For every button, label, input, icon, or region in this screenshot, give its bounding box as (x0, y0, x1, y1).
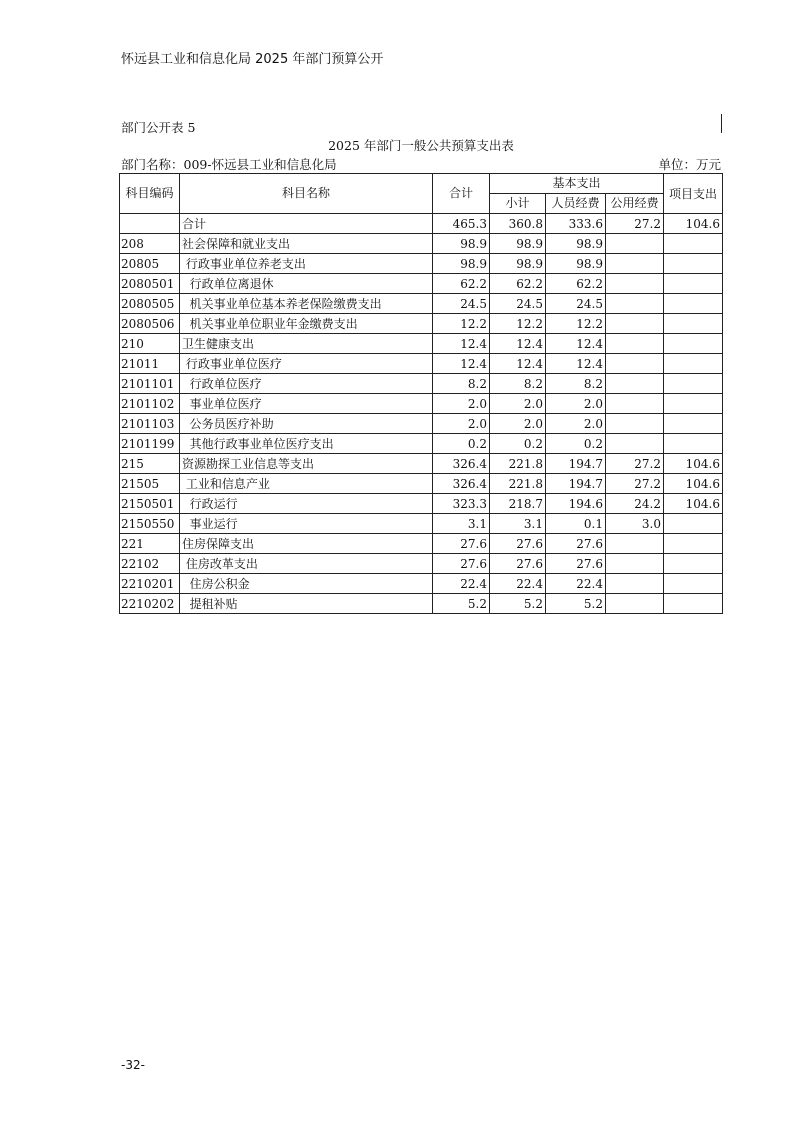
cell-code: 2150501 (120, 494, 180, 514)
cell-total: 2.0 (433, 394, 490, 414)
cell-name: 其他行政事业单位医疗支出 (180, 434, 433, 454)
cell-total: 27.6 (433, 554, 490, 574)
cell-subtotal: 2.0 (490, 414, 546, 434)
cell-code: 2080506 (120, 314, 180, 334)
table-row (120, 514, 723, 534)
cell-personnel: 22.4 (546, 574, 606, 594)
cell-project (664, 234, 723, 254)
cell-code: 2210202 (120, 594, 180, 614)
cell-name: 公务员医疗补助 (180, 414, 433, 434)
unit-label: 单位：万元 (658, 157, 721, 172)
cell-personnel: 98.9 (546, 254, 606, 274)
cell-public: 24.2 (606, 494, 664, 514)
cell-personnel: 27.6 (546, 554, 606, 574)
cell-name: 卫生健康支出 (180, 334, 433, 354)
cell-total: 27.6 (433, 534, 490, 554)
cell-public (606, 234, 664, 254)
cell-personnel: 27.6 (546, 534, 606, 554)
header-basic: 基本支出 (490, 174, 664, 194)
cell-subtotal: 27.6 (490, 534, 546, 554)
cell-code: 2101103 (120, 414, 180, 434)
cell-public (606, 534, 664, 554)
cell-personnel: 62.2 (546, 274, 606, 294)
cell-total: 12.4 (433, 334, 490, 354)
cell-public: 27.2 (606, 474, 664, 494)
cell-public (606, 334, 664, 354)
header-code: 科目编码 (120, 174, 180, 214)
cell-project (664, 294, 723, 314)
cell-code: 20805 (120, 254, 180, 274)
cell-total: 326.4 (433, 454, 490, 474)
cell-total: 12.2 (433, 314, 490, 334)
table-row (120, 254, 723, 274)
header-name: 科目名称 (180, 174, 433, 214)
cell-total: 3.1 (433, 514, 490, 534)
cell-name: 社会保障和就业支出 (180, 234, 433, 254)
table-row (120, 434, 723, 454)
document-header-title: 怀远县工业和信息化局 2025 年部门预算公开 (121, 52, 384, 67)
header-project-label: 项目支出 (668, 186, 717, 201)
cell-subtotal: 0.2 (490, 434, 546, 454)
cell-code: 22102 (120, 554, 180, 574)
cell-project (664, 594, 723, 614)
header-personnel: 人员经费 (546, 194, 606, 214)
cell-personnel: 0.2 (546, 434, 606, 454)
cell-public (606, 394, 664, 414)
cell-project (664, 554, 723, 574)
cell-total: 2.0 (433, 414, 490, 434)
table-row (120, 334, 723, 354)
cell-total: 62.2 (433, 274, 490, 294)
cell-subtotal: 3.1 (490, 514, 546, 534)
cell-code: 2080501 (120, 274, 180, 294)
cell-public (606, 414, 664, 434)
cell-name: 事业运行 (180, 514, 433, 534)
cell-personnel: 5.2 (546, 594, 606, 614)
cell-project: 104.6 (664, 474, 723, 494)
cell-project (664, 334, 723, 354)
cell-name: 行政单位医疗 (180, 374, 433, 394)
cell-public (606, 594, 664, 614)
cell-total: 465.3 (433, 214, 490, 234)
table-row (120, 214, 723, 234)
table-row (120, 494, 723, 514)
cell-project: 104.6 (664, 454, 723, 474)
cell-subtotal: 62.2 (490, 274, 546, 294)
cell-name: 住房公积金 (180, 574, 433, 594)
cell-name: 行政单位离退休 (180, 274, 433, 294)
cell-project (664, 254, 723, 274)
table-row (120, 374, 723, 394)
cell-code: 2101199 (120, 434, 180, 454)
header-public: 公用经费 (606, 194, 664, 214)
cell-name: 住房改革支出 (180, 554, 433, 574)
budget-expenditure-table (119, 173, 723, 614)
cell-total: 5.2 (433, 594, 490, 614)
cell-name: 工业和信息产业 (180, 474, 433, 494)
cell-project (664, 534, 723, 554)
cell-name: 行政运行 (180, 494, 433, 514)
cell-code (120, 214, 180, 234)
cell-public: 3.0 (606, 514, 664, 534)
cell-total: 98.9 (433, 234, 490, 254)
cell-name: 事业单位医疗 (180, 394, 433, 414)
cell-code: 210 (120, 334, 180, 354)
cell-project (664, 514, 723, 534)
cell-public (606, 254, 664, 274)
cell-subtotal: 8.2 (490, 374, 546, 394)
cell-personnel: 194.7 (546, 474, 606, 494)
cell-code: 208 (120, 234, 180, 254)
table-row (120, 274, 723, 294)
cell-name: 住房保障支出 (180, 534, 433, 554)
cell-subtotal: 12.4 (490, 334, 546, 354)
cell-subtotal: 27.6 (490, 554, 546, 574)
cell-public (606, 574, 664, 594)
table-row (120, 594, 723, 614)
table-row (120, 394, 723, 414)
cell-code: 21505 (120, 474, 180, 494)
table-number-label: 部门公开表 5 (121, 120, 196, 135)
cell-public (606, 434, 664, 454)
cell-personnel: 2.0 (546, 394, 606, 414)
cell-project (664, 574, 723, 594)
table-row (120, 454, 723, 474)
cell-code: 2150550 (120, 514, 180, 534)
cell-total: 0.2 (433, 434, 490, 454)
cell-code: 215 (120, 454, 180, 474)
cell-code: 221 (120, 534, 180, 554)
cell-public: 27.2 (606, 454, 664, 474)
cell-code: 2210201 (120, 574, 180, 594)
cell-personnel: 12.4 (546, 334, 606, 354)
cell-total: 22.4 (433, 574, 490, 594)
cell-personnel: 2.0 (546, 414, 606, 434)
cell-total: 98.9 (433, 254, 490, 274)
cell-subtotal: 12.2 (490, 314, 546, 334)
cell-project (664, 434, 723, 454)
cell-personnel: 8.2 (546, 374, 606, 394)
cell-name: 机关事业单位基本养老保险缴费支出 (180, 294, 433, 314)
cell-total: 326.4 (433, 474, 490, 494)
cell-subtotal: 2.0 (490, 394, 546, 414)
cell-public (606, 554, 664, 574)
cell-subtotal: 22.4 (490, 574, 546, 594)
cell-name: 行政事业单位医疗 (180, 354, 433, 374)
cell-project (664, 374, 723, 394)
cell-personnel: 0.1 (546, 514, 606, 534)
cell-project (664, 314, 723, 334)
table-row (120, 574, 723, 594)
cell-personnel: 12.4 (546, 354, 606, 374)
cell-total: 24.5 (433, 294, 490, 314)
page-number: -32- (121, 1058, 145, 1072)
table-row (120, 314, 723, 334)
table-row (120, 294, 723, 314)
cell-name: 合计 (180, 214, 433, 234)
cell-public (606, 294, 664, 314)
cell-project (664, 274, 723, 294)
table-row (120, 414, 723, 434)
cell-subtotal: 221.8 (490, 454, 546, 474)
cell-code: 2080505 (120, 294, 180, 314)
cell-name: 行政事业单位养老支出 (180, 254, 433, 274)
table-row (120, 554, 723, 574)
cell-public (606, 374, 664, 394)
cell-subtotal: 360.8 (490, 214, 546, 234)
table-row (120, 474, 723, 494)
cell-public (606, 314, 664, 334)
cell-total: 8.2 (433, 374, 490, 394)
cell-project (664, 414, 723, 434)
cell-subtotal: 221.8 (490, 474, 546, 494)
cell-total: 12.4 (433, 354, 490, 374)
cell-personnel: 98.9 (546, 234, 606, 254)
header-subtotal: 小计 (490, 194, 546, 214)
header-project (664, 174, 723, 214)
cell-project: 104.6 (664, 214, 723, 234)
cell-subtotal: 98.9 (490, 234, 546, 254)
cell-project (664, 354, 723, 374)
cell-name: 机关事业单位职业年金缴费支出 (180, 314, 433, 334)
table-row (120, 354, 723, 374)
header-total: 合计 (433, 174, 490, 214)
cell-name: 提租补贴 (180, 594, 433, 614)
cell-public: 27.2 (606, 214, 664, 234)
cell-subtotal: 12.4 (490, 354, 546, 374)
cell-total: 323.3 (433, 494, 490, 514)
cell-personnel: 194.7 (546, 454, 606, 474)
cell-personnel: 194.6 (546, 494, 606, 514)
cell-subtotal: 98.9 (490, 254, 546, 274)
table-row (120, 534, 723, 554)
cell-code: 2101102 (120, 394, 180, 414)
cell-personnel: 12.2 (546, 314, 606, 334)
cell-code: 2101101 (120, 374, 180, 394)
cell-project: 104.6 (664, 494, 723, 514)
cell-public (606, 274, 664, 294)
cell-subtotal: 218.7 (490, 494, 546, 514)
department-name: 部门名称：009-怀远县工业和信息化局 (121, 157, 337, 172)
cell-code: 21011 (120, 354, 180, 374)
table-body (120, 214, 723, 614)
cell-public (606, 354, 664, 374)
table-row (120, 234, 723, 254)
table-caption: 2025 年部门一般公共预算支出表 (328, 138, 514, 153)
cell-project (664, 394, 723, 414)
cell-personnel: 24.5 (546, 294, 606, 314)
cell-name: 资源勘探工业信息等支出 (180, 454, 433, 474)
cell-personnel: 333.6 (546, 214, 606, 234)
header-divider (721, 114, 722, 133)
cell-subtotal: 5.2 (490, 594, 546, 614)
cell-subtotal: 24.5 (490, 294, 546, 314)
